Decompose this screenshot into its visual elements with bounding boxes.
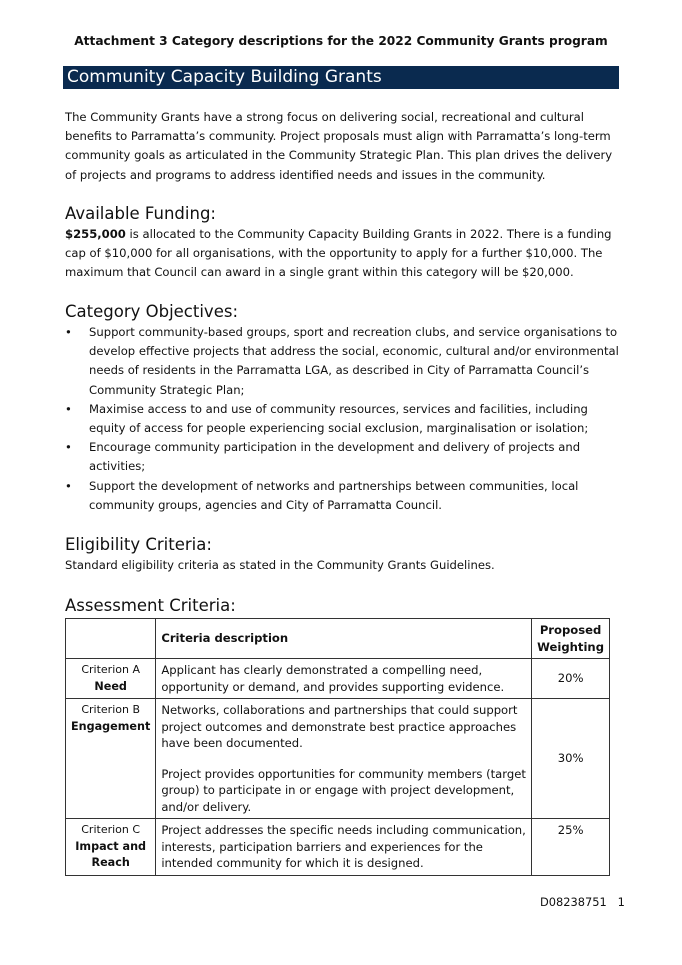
criterion-name: Need xyxy=(94,679,127,693)
list-item: • Support the development of networks and partnerships between communities, local community groups, agencies and City of Parramatta Council. xyxy=(65,477,625,515)
page-header-title: Attachment 3 Category descriptions for the 2022 Community Grants program xyxy=(74,34,608,48)
assessment-heading: Assessment Criteria: xyxy=(65,596,236,615)
criterion-weight: 25% xyxy=(532,819,610,876)
funding-heading: Available Funding: xyxy=(65,204,216,223)
criterion-description-2: Project provides opportunities for community members (target group) to participate in or engage with project development, and/or delivery. xyxy=(161,766,526,814)
list-item: • Support community-based groups, sport and recreation clubs, and service organisations to develop effective projects that address the social, economic, cultural and/or environmental needs of residents in the Parramatta LGA, as described in City of Parramatta Council’s Community Strategic Plan; xyxy=(65,323,625,400)
list-item: • Maximise access to and use of community resources, services and facilities, including equity of access for people experiencing social exclusion, marginalisation or isolation; xyxy=(65,400,625,438)
intro-paragraph: The Community Grants have a strong focus on delivering social, recreational and cultural benefits to Parramatta’s community. Project proposals must align with Parramatta’s long-term community goals as articulated in the Community Strategic Plan. This plan drives the delivery of projects and programs to address identified needs and issues in the community. xyxy=(65,110,613,182)
criterion-description: Networks, collaborations and partnerships that could support project outcomes and demonstrate best practice approaches have been documented. xyxy=(161,703,518,750)
eligibility-text: Standard eligibility criteria as stated in the Community Grants Guidelines. xyxy=(65,558,495,572)
table-header-empty xyxy=(66,619,156,659)
table-header-description: Criteria description xyxy=(156,619,532,659)
table-row xyxy=(66,819,610,876)
table-row xyxy=(66,659,610,699)
criterion-label: Criterion A xyxy=(81,663,140,676)
criterion-weight: 20% xyxy=(532,659,610,699)
table-header-row xyxy=(66,619,610,659)
page-number: 1 xyxy=(617,895,625,909)
criterion-weight: 30% xyxy=(532,699,610,819)
criterion-cell xyxy=(66,659,156,699)
criterion-cell xyxy=(66,819,156,876)
list-item: • Encourage community participation in the development and delivery of projects and activities; xyxy=(65,438,625,476)
document-id: D08238751 xyxy=(540,895,607,909)
criterion-label: Criterion C xyxy=(81,823,141,836)
funding-paragraph xyxy=(65,225,621,283)
objectives-heading: Category Objectives: xyxy=(65,302,239,321)
eligibility-heading: Eligibility Criteria: xyxy=(65,535,212,554)
criterion-name: Engagement xyxy=(71,719,151,733)
funding-text: is allocated to the Community Capacity Building Grants in 2022. There is a funding cap of $10,000 for all organisations, with the opportunity to apply for a further $10,000. The maximum that Council can award in a single grant within this category will be $20,000. xyxy=(65,227,612,280)
table-header-weighting: Proposed Weighting xyxy=(532,619,610,659)
table-row xyxy=(66,699,610,819)
funding-amount: $255,000 xyxy=(65,227,126,241)
section-banner: Community Capacity Building Grants xyxy=(63,66,619,89)
objectives-list xyxy=(65,323,625,515)
criterion-name: Impact and Reach xyxy=(75,839,147,869)
criterion-label: Criterion B xyxy=(81,703,140,716)
criterion-cell xyxy=(66,699,156,819)
assessment-table xyxy=(65,618,610,876)
criterion-description-cell xyxy=(156,699,532,819)
criterion-description: Applicant has clearly demonstrated a compelling need, opportunity or demand, and provides supporting evidence. xyxy=(156,659,532,699)
page-footer xyxy=(540,895,625,909)
criterion-description: Project addresses the specific needs including communication, interests, participation barriers and experiences for the intended community for which it is designed. xyxy=(156,819,532,876)
